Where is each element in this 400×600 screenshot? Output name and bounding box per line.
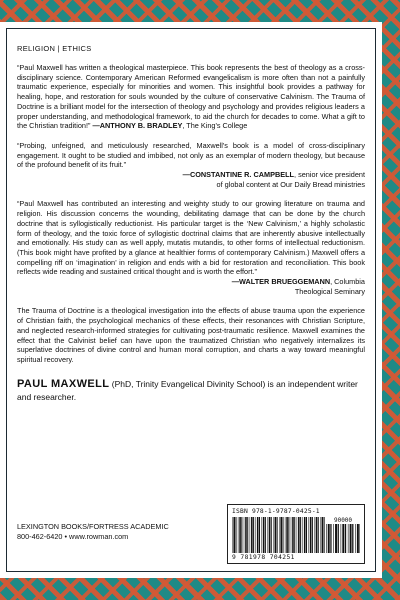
barcode-bar — [292, 517, 294, 553]
author-bio-text: (PhD, Trinity Evangelical Divinity School) is an independent writer and researcher. — [17, 378, 358, 402]
barcode-bar — [235, 517, 236, 553]
barcode-bar — [359, 524, 360, 553]
barcode-bars-row — [232, 517, 360, 553]
endorsement-2-text: “Probing, unfeigned, and meticulously researched, Maxwell's book is a model of cross-disciplinary engagement. It ought to be studied and imbibed, not only as an exemplar of modern theology, but because of the profound benefit of its fruit.” — [17, 140, 365, 170]
barcode-bar — [259, 517, 260, 553]
barcode-bar — [298, 517, 300, 553]
barcode-bar — [318, 517, 319, 553]
barcode-bar — [348, 524, 349, 553]
endorsement-3-affiliation-line2: Theological Seminary — [294, 286, 365, 296]
publisher-info — [17, 522, 169, 542]
barcode-bar — [352, 524, 353, 553]
barcode-bar — [335, 524, 337, 553]
endorsement-1-affiliation: , The King's College — [182, 121, 248, 131]
publisher-contact: 800-462-6420 • www.rowman.com — [17, 531, 129, 541]
barcode-bar — [265, 517, 266, 553]
barcode-bar — [310, 517, 312, 553]
barcode-bar — [355, 524, 356, 553]
barcode-bar — [330, 524, 331, 553]
barcode-bar — [316, 517, 318, 553]
barcode-bar — [282, 517, 283, 553]
publisher-name: LEXINGTON BOOKS/FORTRESS ACADEMIC — [17, 522, 169, 531]
barcode-bar — [306, 517, 307, 553]
barcode-bar — [271, 517, 272, 553]
category-label: RELIGION | ETHICS — [17, 44, 92, 53]
endorsement-3 — [17, 199, 365, 296]
endorsement-2-affiliation-line2: of global content at Our Daily Bread ministries — [216, 179, 365, 189]
barcode-bar — [239, 517, 241, 553]
barcode-bar — [322, 517, 324, 553]
author-bio — [17, 377, 365, 403]
isbn-text: ISBN 978-1-9787-0425-1 — [232, 508, 320, 515]
barcode — [227, 504, 365, 564]
barcode-bar — [251, 517, 253, 553]
barcode-bars — [232, 517, 326, 553]
barcode-bar — [245, 517, 247, 553]
endorsement-3-attribution — [17, 277, 365, 296]
endorsement-2-attribution — [17, 170, 365, 189]
barcode-bar — [333, 524, 334, 553]
barcode-bar — [280, 517, 282, 553]
book-description: The Trauma of Doctrine is a theological investigation into the effects of abuse trauma upon the experience of Christian faith, the psychological mechanics of these effects, their resonances with Christian Scripture, and neglected research-informed strategies for cultivating post-traumatic resilience. Maxwell examines the effect that the Calvinist belief can have upon the traumatized Christian who negatively internalizes its superlative doctrines of divine control and human moral corruption, and charts a way toward meaningful spiritual recovery. — [17, 306, 365, 364]
barcode-bar — [338, 524, 339, 553]
endorsement-3-affiliation: , Columbia — [330, 277, 365, 287]
barcode-bar — [241, 517, 242, 553]
price-code: 90000 — [333, 517, 353, 524]
barcode-bar — [286, 517, 288, 553]
barcode-bar — [288, 517, 289, 553]
endorsement-2-affiliation: , senior vice president — [294, 170, 365, 180]
endorsement-3-text: “Paul Maxwell has contributed an interesting and weighty study to our growing literature on trauma and religion. His discussion concerns the wounding, debilitating damage that can be done by the church doctrine that is syllogistically reductionist. His particular target is the ‘New Calvinism,’ a highly scholastic form of theology, and the toxic force of syllogistic doctrinal claims that are inherently abusive intellectually and emotionally. His study can as well apply, mutatis mutandis, to other forms of intellectual reductionism. (This book might have profited by a glance at healthier forms of contemporary Calvinism.) Maxwell offers a compelling riff on ‘imagination’ in religion and ends with a bid for restoration and reconciliation. This book reflects wide reading and sustained critical thought and is worth the effort.” — [17, 199, 365, 277]
author-name: PAUL MAXWELL — [17, 377, 110, 390]
barcode-bar — [269, 517, 271, 553]
barcode-bar — [312, 517, 313, 553]
endorsement-1 — [17, 63, 365, 131]
barcode-bar — [342, 524, 344, 553]
barcode-bar — [326, 524, 327, 553]
barcode-bar — [345, 524, 346, 553]
barcode-bar — [328, 524, 330, 553]
footer — [17, 504, 365, 564]
addon-bars — [326, 524, 360, 553]
barcode-bar — [294, 517, 295, 553]
barcode-bar — [357, 524, 359, 553]
endorsement-2-author: —CONSTANTINE R. CAMPBELL — [182, 170, 295, 180]
barcode-bar — [233, 517, 235, 553]
barcode-bar — [253, 517, 254, 553]
barcode-bar — [257, 517, 259, 553]
endorsement-1-text: “Paul Maxwell has written a theological masterpiece. This book represents the best of theology as a cross-disciplinary science. Contemporary American Reformed evangelicalism is more often than not a painfully traumatic experience, especially for minorities and women. This insightful book provides a pathway for healing, hope, and restoration for souls wounded by the culture of conservative Calvinism. The Trauma of Doctrine is a brilliant model for the intersection of theology and psychology and provides religious leaders a proper understanding, and methodological framework, to aid the church for decades to come. What a gift to the Christian tradition!” — [17, 63, 365, 131]
barcode-bar — [341, 524, 342, 553]
barcode-bar — [247, 517, 248, 553]
barcode-bar — [324, 517, 325, 553]
barcode-bar — [263, 517, 265, 553]
endorsement-2 — [17, 141, 365, 190]
barcode-bar — [300, 517, 301, 553]
barcode-bar — [350, 524, 352, 553]
barcode-bar — [275, 517, 277, 553]
endorsement-3-author: —WALTER BRUEGGEMANN — [231, 277, 331, 287]
barcode-bar — [304, 517, 306, 553]
barcode-addon — [326, 517, 360, 553]
barcode-bar — [277, 517, 278, 553]
endorsement-1-author: —ANTHONY B. BRADLEY — [92, 121, 183, 131]
barcode-digits: 9 781978 704251 — [232, 554, 295, 561]
back-cover-panel — [0, 22, 382, 578]
